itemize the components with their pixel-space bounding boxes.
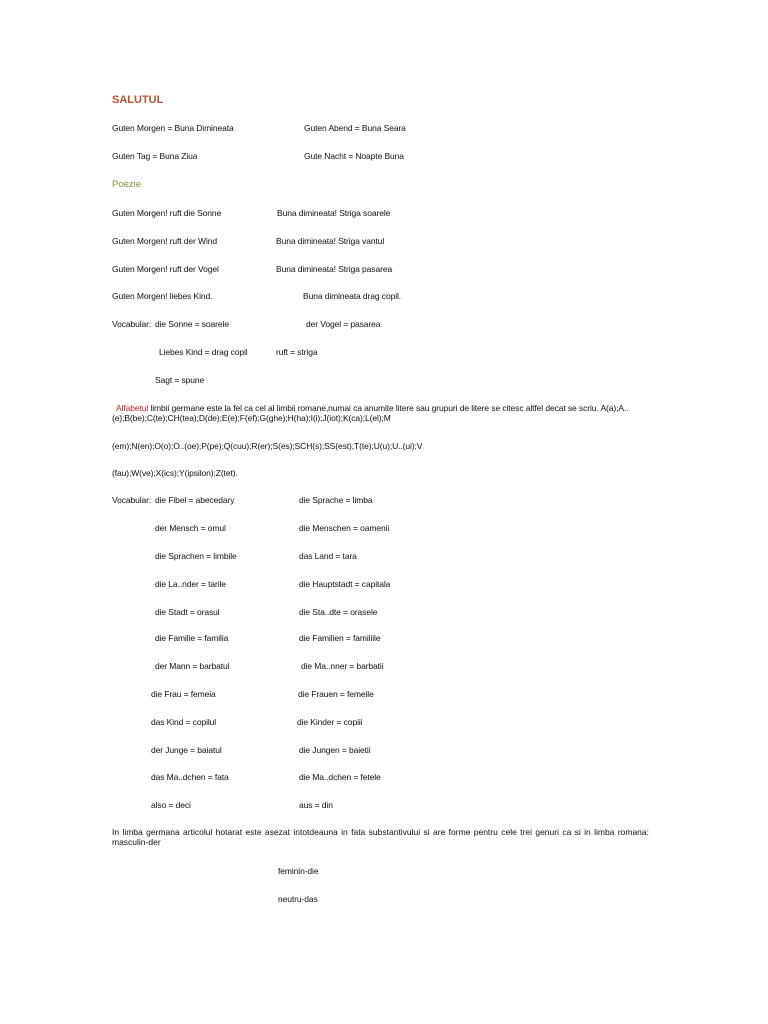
alphabet-line: (fau);W(ve);X(ics);Y(ipsilon);Z(tet). bbox=[112, 468, 238, 478]
alphabet-paragraph bbox=[116, 403, 628, 413]
poem-line-romanian: Buna dimineata drag copil. bbox=[303, 291, 402, 301]
alphabet-line: (e);B(be);C(te);CH(tea);D(de);E(e);F(ef);G(ghe);H(ha);I(i);J(iot);K(ca);L(el);M bbox=[112, 413, 391, 423]
vocab-label: Vocabular: bbox=[112, 319, 152, 329]
vocab-entry-left: der Junge = baiatul bbox=[151, 745, 222, 755]
vocab-entry: die Sonne = soarele bbox=[155, 319, 229, 329]
vocab-entry-right: die Sta..dte = orasele bbox=[299, 607, 378, 617]
articles-feminine: feminin-die bbox=[278, 866, 319, 876]
poem-line-romanian: Buna dimineata! Striga soarele bbox=[277, 208, 391, 218]
greeting-left: Guten Tag = Buna Ziua bbox=[112, 151, 198, 161]
alphabet-text: limbii germane este la fel ca cel al limbii romane,numai ca anumite litere sau grupuri de litere se citesc altfel decat se scriu. A(a);A.. bbox=[150, 403, 629, 413]
vocab-entry-left: das Ma..dchen = fata bbox=[151, 772, 229, 782]
poem-line-german: Guten Morgen! ruft der Vogel bbox=[112, 264, 219, 274]
vocab-entry-right: die Familien = familiile bbox=[299, 633, 381, 643]
poem-heading: Poezie bbox=[112, 179, 142, 190]
greeting-right: Gute Nacht = Noapte Buna bbox=[304, 151, 404, 161]
vocab-entry-right: aus = din bbox=[299, 800, 333, 810]
vocab-entry: Sagt = spune bbox=[155, 375, 205, 385]
vocab-entry-right: die Sprache = limba bbox=[299, 495, 373, 505]
articles-paragraph: In limba germana articolul hotarat este asezat intotdeauna in fata substantivului si are forme pentru cele trei genuri ca si in limba romana: masculin-der bbox=[112, 827, 649, 847]
poem-line-german: Guten Morgen! ruft der Wind bbox=[112, 236, 218, 246]
alphabet-label: Alfabetul bbox=[116, 403, 149, 413]
vocab-entry-right: die Kinder = copiii bbox=[297, 717, 363, 727]
vocab-label: Vocabular: bbox=[112, 495, 152, 505]
poem-line-german: Guten Morgen! liebes Kind. bbox=[112, 291, 213, 301]
vocab-entry-right: das Land = tara bbox=[299, 551, 357, 561]
vocab-entry-right: die Frauen = femeile bbox=[298, 689, 374, 699]
vocab-entry-right: die Jungen = baietii bbox=[299, 745, 371, 755]
poem-line-romanian: Buna dimineata! Striga vantul bbox=[276, 236, 385, 246]
vocab-entry-left: der Mann = barbatul bbox=[155, 661, 230, 671]
vocab-entry-left: die La..nder = tarile bbox=[155, 579, 226, 589]
vocab-entry-right: die Menschen = oamenii bbox=[299, 523, 390, 533]
page-title: SALUTUL bbox=[112, 94, 164, 106]
vocab-entry-right: die Ma..dchen = fetele bbox=[299, 772, 381, 782]
vocab-entry: ruft = striga bbox=[276, 347, 318, 357]
articles-neuter: neutru-das bbox=[278, 894, 318, 904]
vocab-entry-left: also = deci bbox=[151, 800, 191, 810]
vocab-entry-left: die Sprachen = limbile bbox=[155, 551, 237, 561]
vocab-entry: Liebes Kind = drag copil bbox=[159, 347, 248, 357]
vocab-entry-left: das Kind = copilul bbox=[151, 717, 217, 727]
vocab-entry-left: die Stadt = orasul bbox=[155, 607, 220, 617]
alphabet-line: (em);N(en);O(o);O..(oe);P(pe);Q(cuu);R(er);S(es);SCH(s);SS(est);T(te);U(u);U..(ui);V bbox=[112, 441, 423, 451]
greeting-left: Guten Morgen = Buna Dimineata bbox=[112, 123, 234, 133]
vocab-entry-left: die Frau = femeia bbox=[151, 689, 216, 699]
greeting-right: Guten Abend = Buna Seara bbox=[304, 123, 406, 133]
vocab-entry-right: die Hauptstadt = capitala bbox=[299, 579, 391, 589]
vocab-entry-left: die Familie = familia bbox=[155, 633, 229, 643]
vocab-entry: der Vogel = pasarea bbox=[306, 319, 381, 329]
poem-line-romanian: Buna dimineata! Striga pasarea bbox=[276, 264, 393, 274]
vocab-entry-left: die Fibel = abecedary bbox=[155, 495, 235, 505]
vocab-entry-right: die Ma..nner = barbatii bbox=[301, 661, 384, 671]
vocab-entry-left: der Mensch = omul bbox=[155, 523, 226, 533]
poem-line-german: Guten Morgen! ruft die Sonne bbox=[112, 208, 222, 218]
